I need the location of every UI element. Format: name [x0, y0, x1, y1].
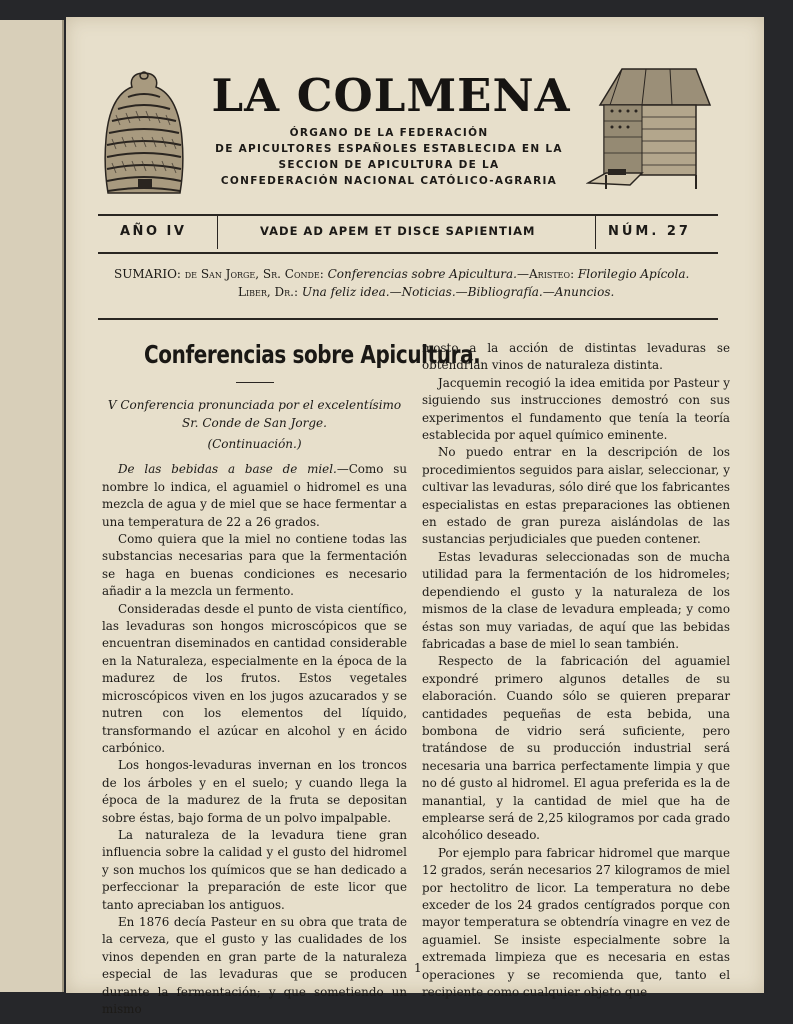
lecture-line: Sr. Conde de San Jorge. [182, 416, 327, 430]
bar-separator [595, 215, 596, 249]
summary-line [114, 265, 714, 283]
title-underline [236, 382, 274, 383]
lecture-line: V Conferencia pronunciada por el excelentísimo [107, 398, 402, 412]
subtitle-line: ÓRGANO DE LA FEDERACIÓN [289, 127, 489, 139]
summary-segment: —Aristeo: [517, 267, 578, 281]
right-column [422, 340, 730, 1001]
summary-bottom-rule [98, 318, 718, 320]
continuation-note: (Continuación.) [207, 437, 302, 451]
subtitle-line: CONFEDERACIÓN NACIONAL CATÓLICO-AGRARIA [220, 175, 558, 187]
masthead-subtitle [184, 125, 594, 189]
issue-number: NÚM. 27 [608, 224, 691, 239]
subtitle-line: DE APICULTORES ESPAÑOLES ESTABLECIDA EN LA [215, 143, 563, 155]
paragraph: Por ejemplo para fabricar hidromel que marque 12 grados, serán necesarios 27 kilogramos de miel por hectolitro de licor. La temperatura no debe exceder de los 24 grados centígrados porque con mayor temperatura se obtendría vinagre en vez de aguamiel. Se insiste especialmente sobre la extremada limpieza que es necesaria en estas operaciones y se recomienda que, tanto el recipiente como cualquier objeto que [422, 845, 730, 1000]
summary-label: SUMARIO: [114, 267, 181, 281]
summary-segment: Una feliz idea.—Noticias.—Bibliografía.—Anuncios. [301, 285, 615, 299]
paragraph: Consideradas desde el punto de vista científico, las levaduras son hongos microscópicos que se encuentran diseminados en cantidad considerable en la Naturaleza, especialmente en la época de la madurez de los frutos. Estos vegetales microscópicos viven en los jugos azucarados y se nutren con los elementos del líquido, transformando el azúcar en alcohol y en ácido carbónico. [102, 601, 407, 755]
summary-line [114, 283, 714, 301]
summary-segment: Florilegio Apícola. [577, 267, 690, 281]
motto: VADE AD APEM ET DISCE SAPIENTIAM [260, 224, 536, 238]
info-bar [98, 215, 718, 251]
year-label: AÑO IV [120, 224, 187, 239]
beehive-skep-illustration [102, 69, 186, 197]
newspaper-page [66, 17, 764, 1016]
summary-segment: Liber, Dr.: [238, 285, 302, 299]
summary-segment: Conferencias sobre Apicultura. [327, 267, 517, 281]
article-title: Conferencias sobre Apicultura. [144, 340, 481, 369]
paragraph: En 1876 decía Pasteur en su obra que trata de la cerveza, que el gusto y las cualidades de los vinos dependen en gran parte de la naturaleza especial de las levaduras que se producen durante la fermentación; y que sometiendo un mismo [102, 914, 407, 1016]
left-facing-page [0, 20, 64, 992]
paragraph [102, 461, 407, 531]
left-column [102, 396, 407, 1018]
bar-bottom-rule [98, 252, 718, 254]
paragraph: No puedo entrar en la descripción de los procedimientos seguidos para aislar, seleccionar, y cultivar las levaduras, sólo diré que los fabricantes especialistas en estas preparaciones las obtienen en estado de gran pureza aislándolas de las sustancias perjudiciales que pueden contener. [422, 445, 730, 547]
subtitle-line: SECCION DE APICULTURA DE LA [278, 159, 500, 171]
paragraph-lead: De las bebidas a base de miel. [118, 462, 337, 477]
paragraph-text: —Como su nombre lo indica, el aguamiel o hidromel es una mezcla de agua y de miel que se hace fermentar a una temperatura de 22 a 26 grados. [102, 462, 408, 529]
wooden-beehive-illustration [586, 65, 712, 193]
paragraph: Como quiera que la miel no contiene todas las substancias necesarias para que la fermentación se haga en buenas condiciones es necesario añadir a la mezcla un fermento. [102, 532, 407, 599]
bar-separator [217, 215, 218, 249]
summary [114, 265, 714, 301]
paragraph: Jacquemin recogió la idea emitida por Pasteur y siguiendo sus instrucciones demostró con sus experimentos el fundamento que tenía la teoría establecida por aquel químico eminente. [422, 375, 730, 443]
page-number: 1 [414, 961, 422, 975]
paragraph: mosto a la acción de distintas levaduras se obtendrían vinos de naturaleza distinta. [422, 341, 730, 373]
paragraph: Respecto de la fabricación del aguamiel expondré primero algunos detalles de su elaboración. Cuando sólo se quieren preparar cantidades pequeñas de esta bebida, una bombona de vidrio será suficiente, pero tratándose de su producción industrial será necesaria una barrica perfectamente limpia y que no dé gusto al hidromel. El agua preferida es la de manantial, y la cantidad de miel que ha de emplearse será de 2,25 kilogramos por cada grado alcohólico deseado. [422, 654, 730, 843]
paragraph: Estas levaduras seleccionadas son de mucha utilidad para la fermentación de los hidromeles; dependiendo el gusto y la naturaleza de los mismos de la clase de levadura empleada; y como éstas son muy variadas, de aquí que las bebidas fabricadas a base de miel lo sean también. [422, 549, 730, 651]
lecture-byline [102, 396, 407, 432]
paragraph: Los hongos-levaduras invernan en los troncos de los árboles y en el suelo; y cuando llega la época de la madurez de la fruta se depositan sobre éstas, bajo forma de un polvo impalpable. [102, 758, 407, 825]
paragraph: La naturaleza de la levadura tiene gran influencia sobre la calidad y el gusto del hidromel y son muchos los químicos que se han dedicado a perfeccionar la preparación de este licor que tanto apreciaban los antiguos. [102, 827, 407, 912]
summary-segment: de San Jorge, Sr. Conde: [180, 267, 328, 281]
masthead-title: LA COLMENA [211, 69, 571, 122]
